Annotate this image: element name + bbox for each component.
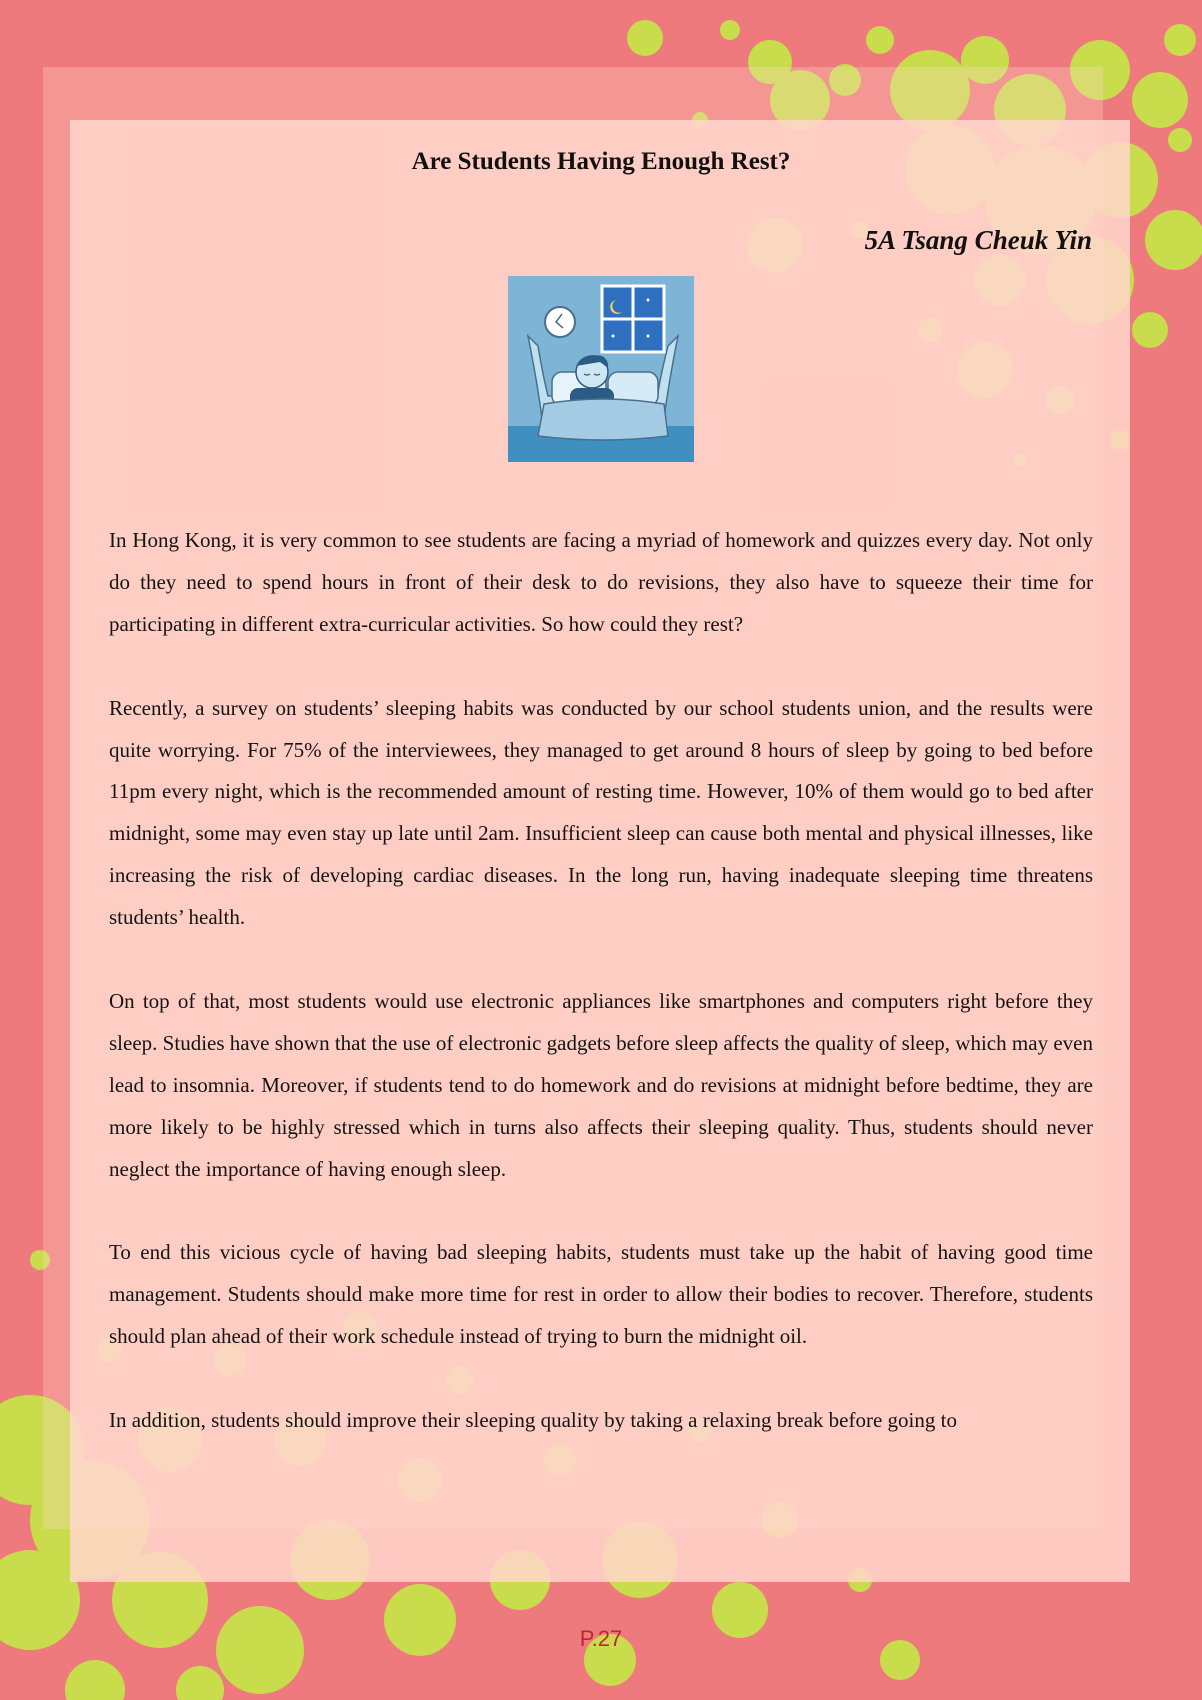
page-number: P.27 — [579, 1626, 623, 1651]
clock-icon — [545, 307, 575, 337]
night-window-icon — [602, 286, 664, 352]
sleeping-boy-icon — [508, 276, 694, 462]
article-body — [109, 520, 1093, 1484]
paragraph-3: On top of that, most students would use electronic appliances like smartphones and computers right before they sleep. Studies have shown that the use of electronic gadgets before sleep affects the quality of sleep, which may even lead to insomnia. Moreover, if students tend to do homework and do revisions at midnight before bedtime, they are more likely to be highly stressed which in turns also affects their sleeping quality. Thus, students should never neglect the importance of having enough sleep. — [109, 988, 1093, 1181]
paragraph-5: In addition, students should improve their sleeping quality by taking a relaxing break before going to — [109, 1407, 957, 1432]
paragraph-2: Recently, a survey on students’ sleeping habits was conducted by our school students union, and the results were quite worrying. For 75% of the interviewees, they managed to get around 8 hours of sleep by going to bed before 11pm every night, which is the recommended amount of resting time. However, 10% of them would go to bed after midnight, some may even stay up late until 2am. Insufficient sleep can cause both mental and physical illnesses, like increasing the risk of developing cardiac diseases. In the long run, having inadequate sleeping time threatens students’ health. — [109, 695, 1093, 930]
paragraph-4: To end this vicious cycle of having bad sleeping habits, students must take up the habit of having good time management. Students should make more time for rest in order to allow their bodies to recover. Therefore, students should plan ahead of their work schedule instead of trying to burn the midnight oil. — [109, 1240, 1093, 1349]
article-title: Are Students Having Enough Rest? — [411, 148, 791, 175]
article-author: 5A Tsang Cheuk Yin — [864, 225, 1092, 255]
paragraph-1: In Hong Kong, it is very common to see students are facing a myriad of homework and quizzes every day. Not only do they need to spend hours in front of their desk to do revisions, they also have to squeeze their time for participating in different extra-curricular activities. So how could they rest? — [109, 528, 1093, 636]
